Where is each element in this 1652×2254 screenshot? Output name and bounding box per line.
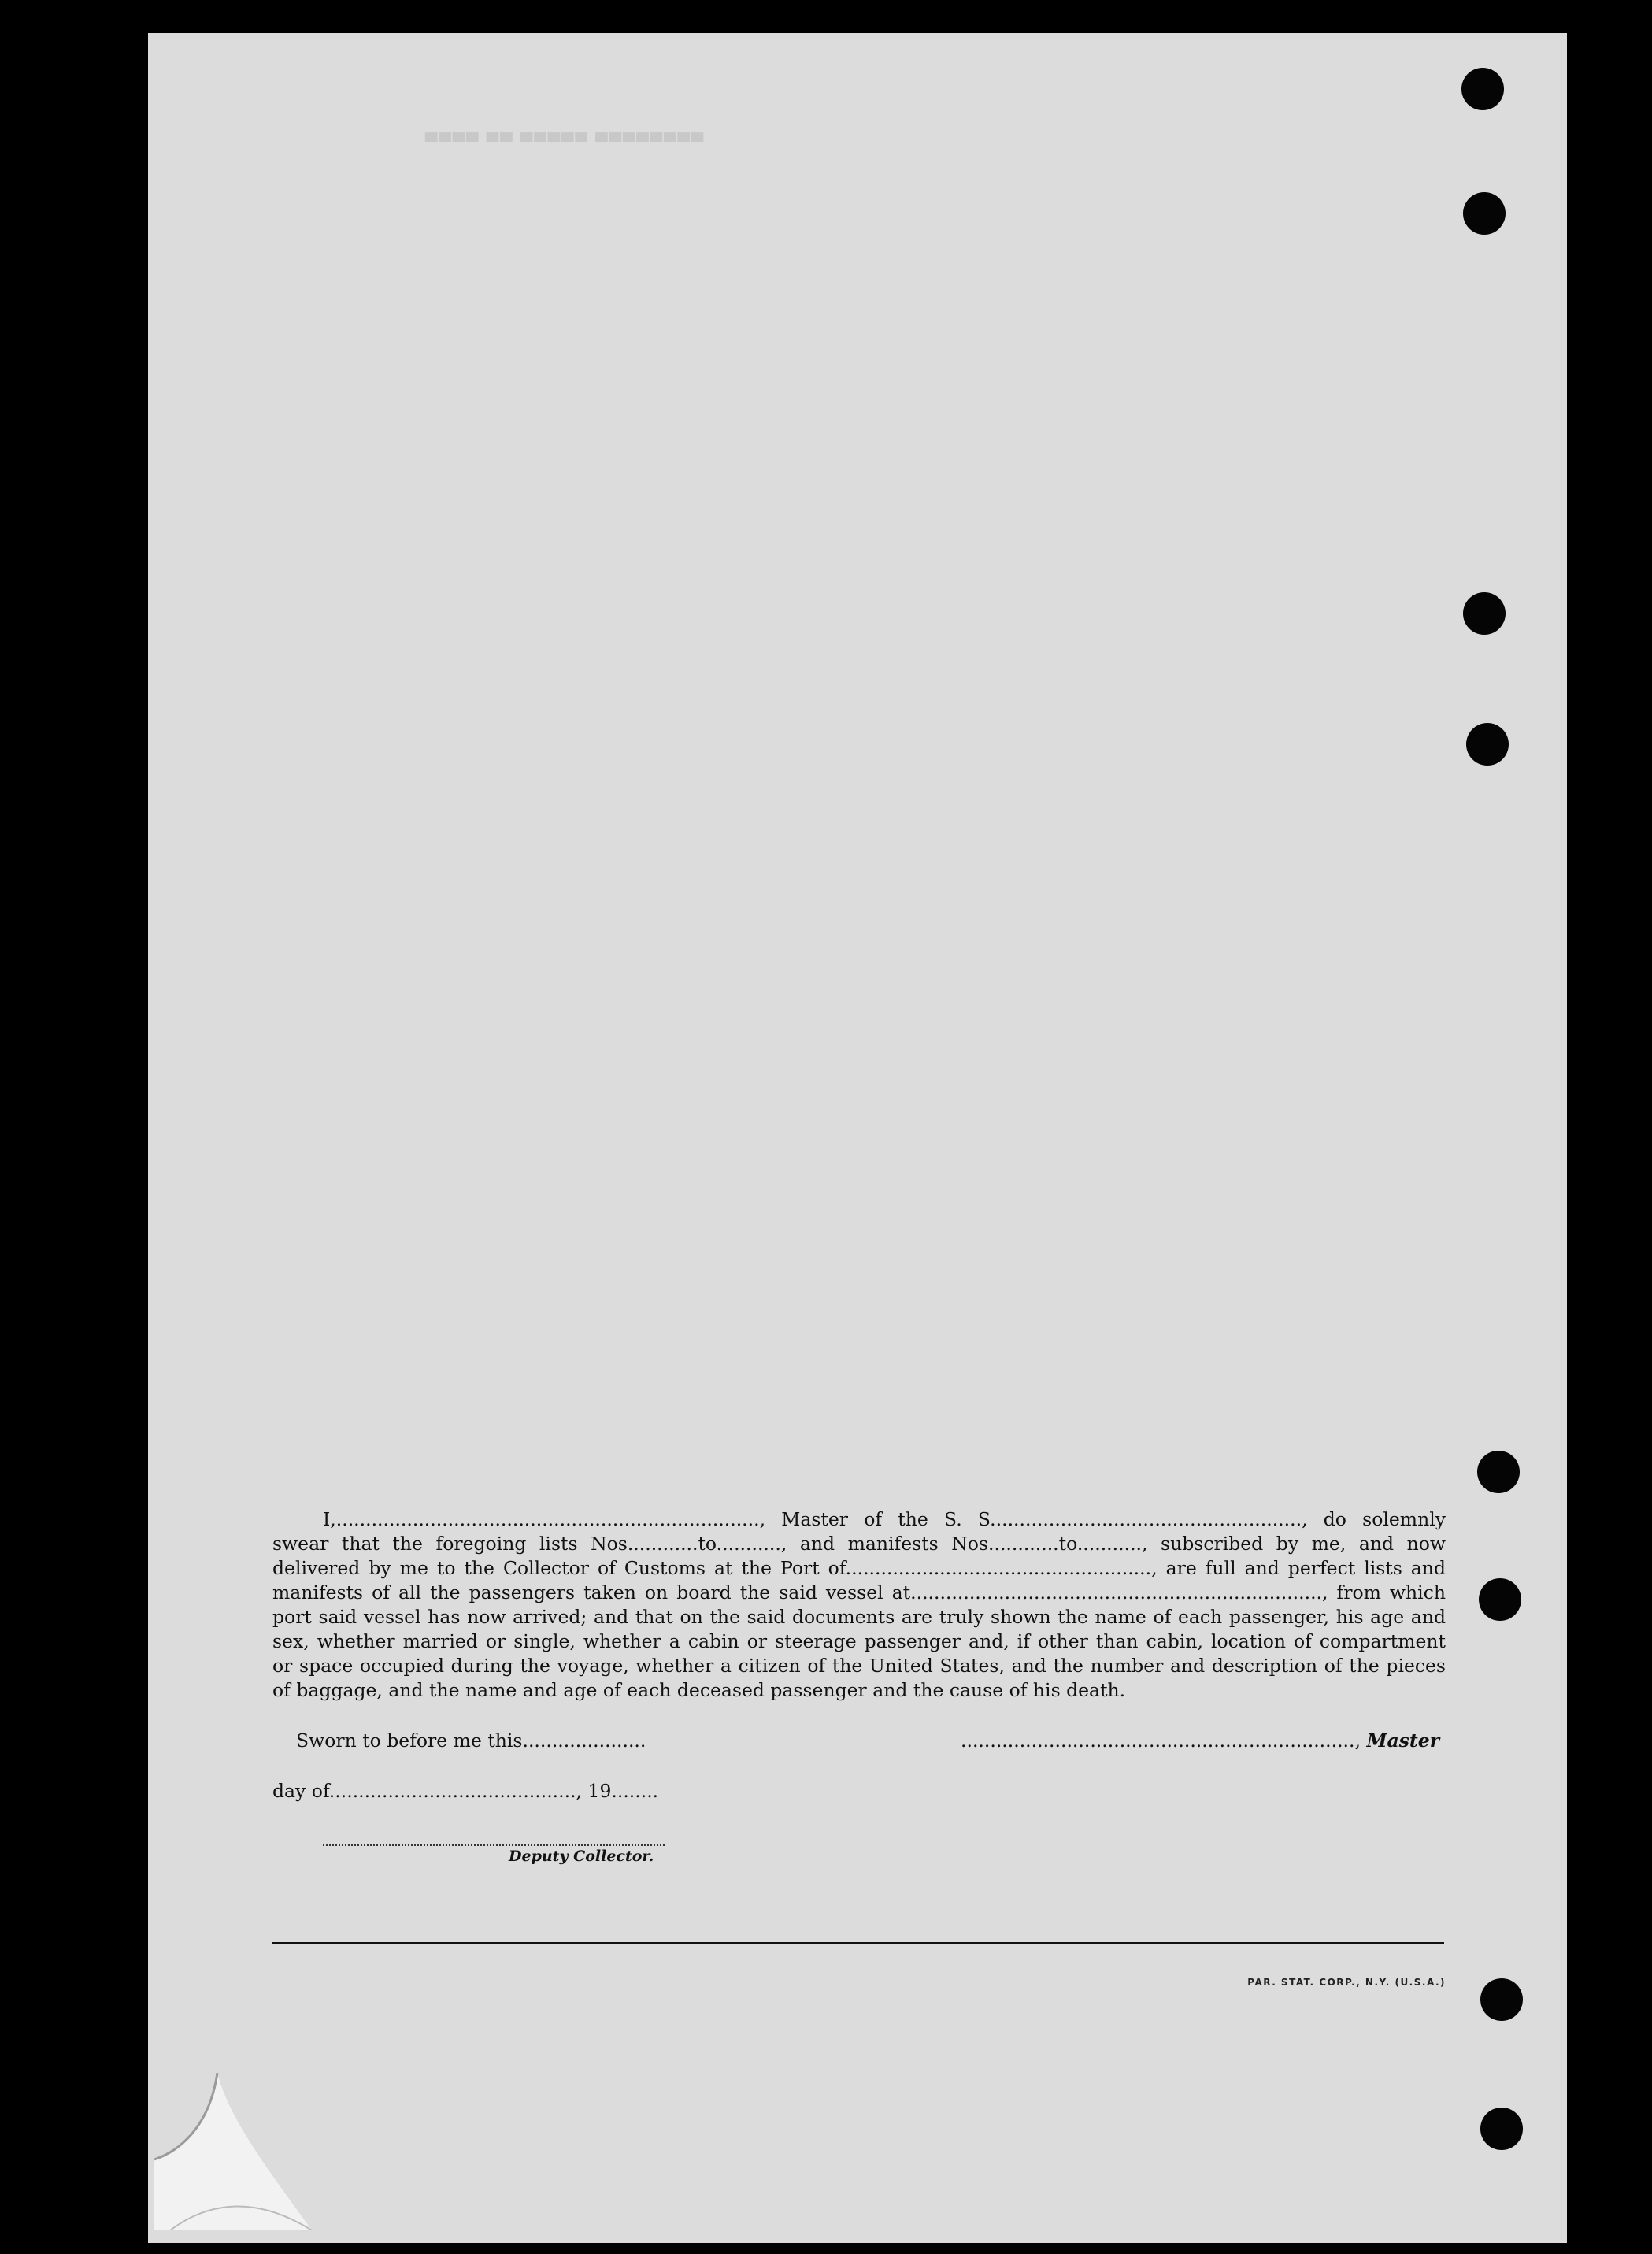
oath-line-4: manifests of all the passengers taken on board the said vessel at......................................................................, from which xyxy=(272,1581,1446,1603)
punch-hole xyxy=(1466,723,1509,766)
master-oath-paragraph xyxy=(272,1507,1446,1703)
master-signature-line xyxy=(961,1729,1439,1752)
day-of-label: day of.........................................., 19........ xyxy=(272,1780,659,1802)
punch-hole xyxy=(1480,1978,1523,2021)
oath-line-1: I,........................................................................, Master of the S. S....................................................., do solemnly xyxy=(323,1508,1446,1530)
punch-hole xyxy=(1480,2108,1523,2150)
master-label: Master xyxy=(1366,1729,1440,1752)
bleed-through-heading: ▀▀▀▀ ▀▀ ▀▀▀▀▀ ▀▀▀▀▀▀▀▀ xyxy=(425,132,706,151)
punch-hole xyxy=(1479,1578,1521,1621)
punch-hole xyxy=(1463,192,1506,235)
deputy-collector-label: Deputy Collector. xyxy=(509,1848,654,1865)
document-page xyxy=(148,33,1567,2243)
punch-hole xyxy=(1463,592,1506,635)
master-dotted-line: ..................................................................., xyxy=(961,1729,1367,1752)
punch-hole xyxy=(1461,68,1504,110)
oath-line-7: or space occupied during the voyage, whether a citizen of the United States, and the number and description of the pieces xyxy=(272,1655,1446,1677)
footer-rule xyxy=(272,1942,1444,1944)
oath-line-3: delivered by me to the Collector of Customs at the Port of...................................................., are full and perfect lists and xyxy=(272,1557,1446,1579)
sworn-label: Sworn to before me this..................... xyxy=(296,1729,646,1752)
oath-line-2: swear that the foregoing lists Nos............to..........., and manifests Nos............to..........., subscribed by me, and now xyxy=(272,1533,1446,1555)
punch-hole xyxy=(1477,1451,1520,1493)
oath-line-8: of baggage, and the name and age of each deceased passenger and the cause of his death. xyxy=(272,1679,1126,1701)
curled-corner xyxy=(154,2073,312,2230)
deputy-signature-line xyxy=(323,1844,665,1846)
printer-imprint: PAR. STAT. CORP., N.Y. (U.S.A.) xyxy=(1247,1977,1446,1988)
oath-line-6: sex, whether married or single, whether a cabin or steerage passenger and, if other than cabin, location of compartment xyxy=(272,1630,1446,1652)
oath-line-5: port said vessel has now arrived; and that on the said documents are truly shown the name of each passenger, his age and xyxy=(272,1606,1446,1628)
